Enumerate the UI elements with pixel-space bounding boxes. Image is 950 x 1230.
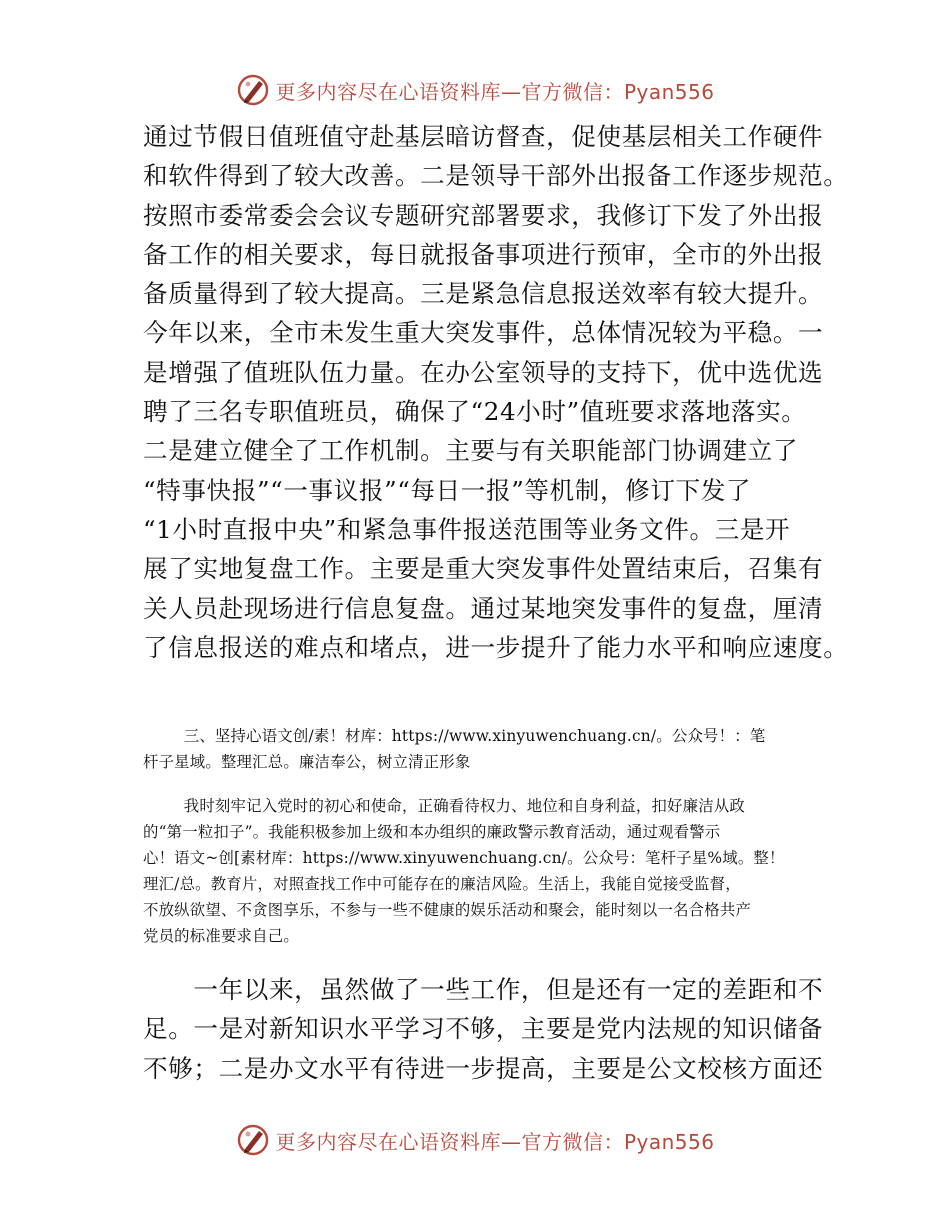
footer-banner — [0, 1120, 950, 1160]
body-line: 和软件得到了较大改善。二是领导干部外出报备工作逐步规范。 — [143, 161, 849, 191]
body-text-block-2 — [143, 970, 824, 1088]
body-line: 一年以来，虽然做了一些工作，但是还有一定的差距和不 — [143, 975, 824, 1004]
body-line: 足。一是对新知识水平学习不够，主要是党内法规的知识储备 — [143, 1014, 824, 1044]
paragraph-line: 理汇/总。教育片，对照查找工作中可能存在的廉洁风险。生活上，我能自觉接受监督， — [143, 875, 741, 893]
body-line: 二是建立健全了工作机制。主要与有关职能部门协调建立了 — [143, 436, 799, 466]
body-line: 备质量得到了较大提高。三是紧急信息报送效率有较大提升。 — [143, 279, 824, 309]
body-line: “特事快报”“一事议报”“每日一报”等机制，修订下发了 — [143, 475, 752, 505]
body-line: 聘了三名专职值班员，确保了“24小时”值班要求落地落实。 — [143, 397, 807, 427]
header-banner-text: 更多内容尽在心语资料库—官方微信：Pyan556 — [275, 79, 715, 104]
footer-banner-text: 更多内容尽在心语资料库—官方微信：Pyan556 — [275, 1129, 715, 1154]
body-line: 不够；二是办文水平有待进一步提高，主要是公文校核方面还 — [143, 1053, 824, 1083]
section-heading-line: 杆子星域。整理汇总。廉洁奉公，树立清正形象 — [143, 753, 471, 771]
section-heading-line: 三、坚持心语文创/素！材库：https://www.xinyuwenchuang.cn/。公众号！：笔 — [143, 727, 766, 745]
body-line: 关人员赴现场进行信息复盘。通过某地突发事件的复盘，厘清 — [143, 593, 824, 623]
body-line: “1小时直报中央”和紧急事件报送范围等业务文件。三是开 — [143, 514, 791, 544]
paragraph-line: 心！语文~创[素材库：https://www.xinyuwenchuang.cn/。公众号：笔杆子星%域。整！ — [143, 849, 785, 867]
body-line: 是增强了值班队伍力量。在办公室领导的支持下，优中选优选 — [143, 357, 824, 387]
body-text-block-1 — [143, 117, 849, 667]
paragraph-line: 我时刻牢记入党时的初心和使命，正确看待权力、地位和自身利益，扣好廉洁从政 — [143, 797, 746, 815]
paragraph-line: 党员的标准要求自己。 — [143, 927, 299, 945]
pen-logo-icon — [235, 72, 271, 108]
body-line: 按照市委常委会会议专题研究部署要求，我修订下发了外出报 — [143, 200, 824, 230]
header-banner — [0, 70, 950, 110]
paragraph-line: 的“第一粒扣子”。我能积极参加上级和本办组织的廉政警示教育活动，通过观看警示 — [143, 823, 721, 841]
section-heading — [143, 723, 815, 775]
body-line: 了信息报送的难点和堵点，进一步提升了能力水平和响应速度。 — [143, 632, 849, 662]
body-line: 今年以来，全市未发生重大突发事件，总体情况较为平稳。一 — [143, 318, 824, 348]
body-line: 展了实地复盘工作。主要是重大突发事件处置结束后，召集有 — [143, 554, 824, 584]
body-line: 通过节假日值班值守赴基层暗访督查，促使基层相关工作硬件 — [143, 122, 824, 151]
section-paragraph — [143, 793, 815, 949]
pen-logo-icon — [235, 1122, 271, 1158]
body-line: 备工作的相关要求，每日就报备事项进行预审，全市的外出报 — [143, 239, 824, 269]
paragraph-line: 不放纵欲望、不贪图享乐，不参与一些不健康的娱乐活动和聚会，能时刻以一名合格共产 — [143, 901, 752, 919]
